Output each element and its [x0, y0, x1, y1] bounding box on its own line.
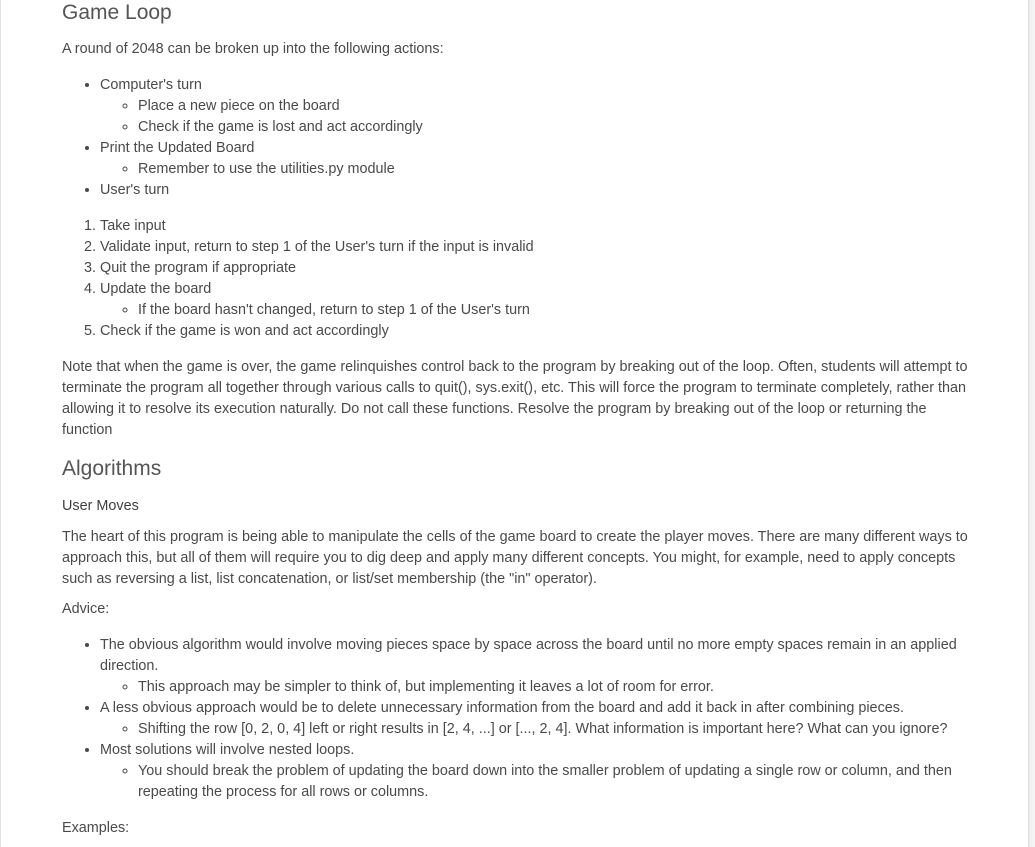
examples-label: Examples: [62, 820, 130, 836]
list-item-label: The obvious algorithm would involve moving pieces space by space across the board until no more empty spaces remain in an applied direction. [100, 637, 957, 674]
list-item-update-board [100, 279, 1010, 321]
list-item-label: Most solutions will involve nested loops. [100, 742, 355, 758]
list-item: ◦ Check if the game is lost and act accordingly [138, 117, 1010, 138]
round-actions-list [62, 75, 1010, 201]
scrollbar-track[interactable] [1029, 0, 1035, 847]
sublist [100, 159, 1010, 180]
game-loop-note: Note that when the game is over, the game relinquishes control back to the program by breaking out of the loop. Often, students will attempt to terminate the program all together through various calls to quit(), sys.exit(), etc. This will force the program to terminate completely, rather than allowing it to resolve its execution naturally. Do not call these functions. Resolve the program by breaking out of the loop or returning the function [62, 359, 968, 438]
list-item-label: Print the Updated Board [100, 140, 255, 156]
list-item-label: Computer's turn [100, 77, 202, 93]
sublist [100, 96, 1010, 138]
algorithms-paragraph: The heart of this program is being able to manipulate the cells of the game board to create the player moves. There are many different ways to approach this, but all of them will require you to dig deep and apply many different concepts. You might, for example, need to apply concepts such as reversing a list, list concatenation, or list/set membership (the "in" operator). [62, 529, 968, 587]
game-loop-intro: A round of 2048 can be broken up into the following actions: [62, 41, 444, 57]
subheading-user-moves: User Moves [62, 498, 139, 514]
list-item: ◦ Shifting the row [0, 2, 0, 4] left or right results in [2, 4, ...] or [..., 2, 4]. What information is important here? What can you ignore? [138, 719, 980, 740]
list-item-label: A less obvious approach would be to delete unnecessary information from the board and add it back in after combining pieces. [100, 700, 904, 716]
section-heading-game-loop: Game Loop [62, 1, 172, 24]
list-item: 5. Check if the game is won and act accordingly [100, 321, 1010, 342]
advice-label: Advice: [62, 601, 110, 617]
list-item: 1. Take input [100, 216, 1010, 237]
sublist [100, 300, 1010, 321]
list-item: 3. Quit the program if appropriate [100, 258, 1010, 279]
list-item: ◦ This approach may be simpler to think of, but implementing it leaves a lot of room for error. [138, 677, 980, 698]
sublist [100, 677, 980, 698]
list-item: ◦ If the board hasn't changed, return to step 1 of the User's turn [138, 300, 1010, 321]
list-item: ◦ You should break the problem of updating the board down into the smaller problem of updating a single row or column, and then repeating the process for all rows or columns. [138, 761, 980, 803]
list-item-users-turn [100, 180, 1010, 201]
list-item: 2. Validate input, return to step 1 of the User's turn if the input is invalid [100, 237, 1010, 258]
advice-list [62, 635, 980, 803]
list-item-print-board [100, 138, 1010, 180]
list-item: ◦ Remember to use the utilities.py module [138, 159, 1010, 180]
list-item [100, 635, 980, 698]
list-item [100, 740, 980, 803]
list-item-label: User's turn [100, 182, 170, 198]
sublist [100, 761, 980, 803]
list-item-label: Update the board [100, 281, 212, 297]
section-heading-algorithms: Algorithms [62, 457, 162, 480]
sublist [100, 719, 980, 740]
list-item: ◦ Place a new piece on the board [138, 96, 1010, 117]
list-item-computers-turn [100, 75, 1010, 138]
list-item [100, 698, 980, 740]
user-steps-list [62, 216, 1010, 342]
